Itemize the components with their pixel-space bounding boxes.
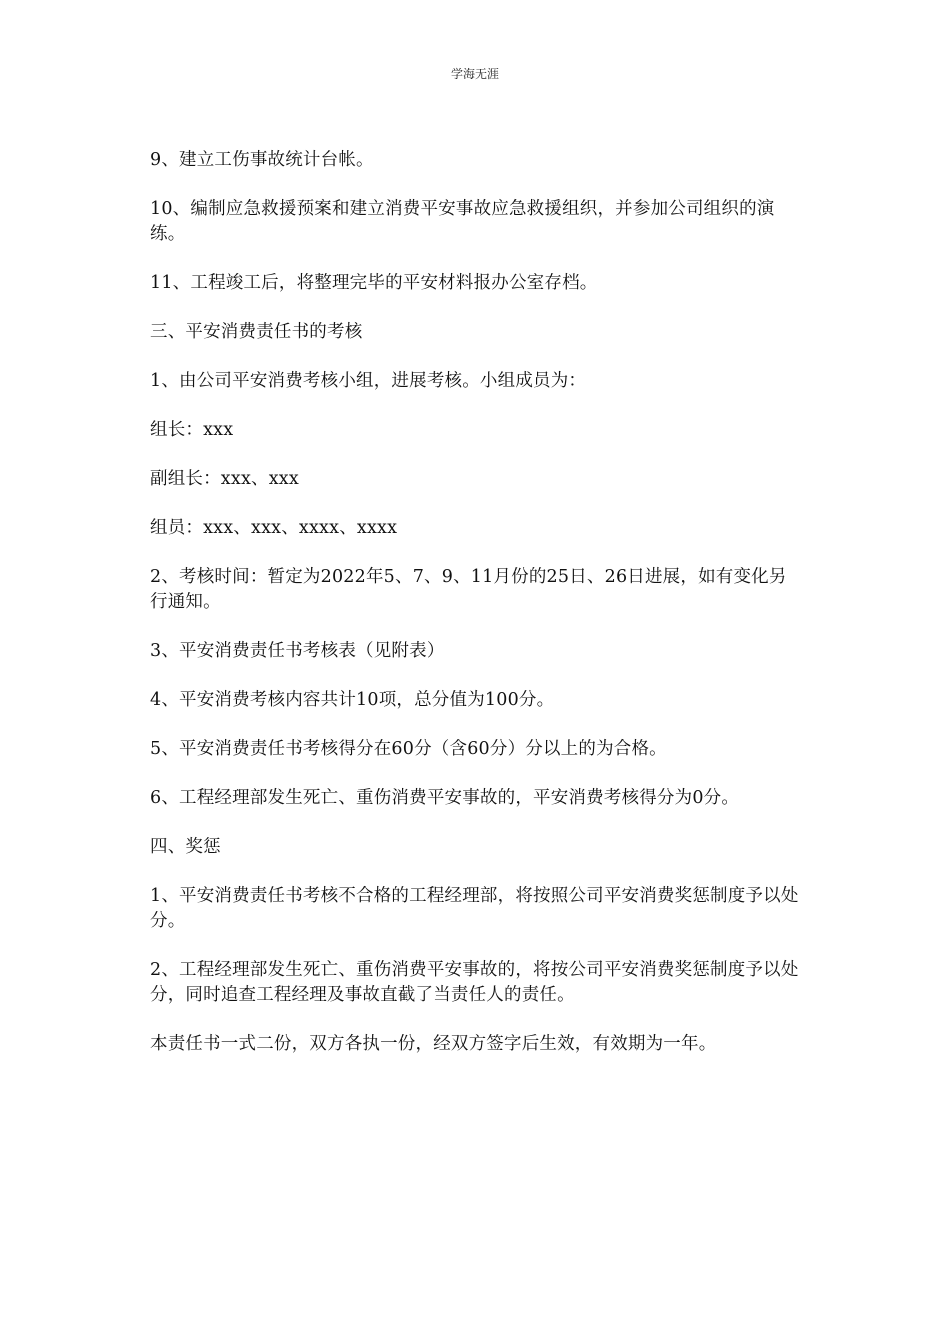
paragraph-item-11: 11、工程竣工后，将整理完毕的平安材料报办公室存档。 xyxy=(150,273,598,293)
paragraph-closing: 本责任书一式二份，双方各执一份，经双方签字后生效，有效期为一年。 xyxy=(150,1034,717,1054)
document-body xyxy=(150,148,800,1081)
paragraph-item-10: 10、编制应急救援预案和建立消费平安事故应急救援组织，并参加公司组织的演练。 xyxy=(150,199,775,244)
paragraph-pass-score: 5、平安消费责任书考核得分在60分（含60分）分以上的为合格。 xyxy=(150,739,667,759)
page-header: 学海无涯 xyxy=(450,67,499,81)
paragraph-assessment-items: 4、平安消费考核内容共计10项，总分值为100分。 xyxy=(150,690,555,710)
paragraph-reward-2: 2、工程经理部发生死亡、重伤消费平安事故的，将按公司平安消费奖惩制度予以处分，同时追查工程经理及事故直截了当责任人的责任。 xyxy=(150,960,799,1005)
paragraph-assessment-form: 3、平安消费责任书考核表（见附表） xyxy=(150,641,445,661)
paragraph-reward-1: 1、平安消费责任书考核不合格的工程经理部，将按照公司平安消费奖惩制度予以处分。 xyxy=(150,886,799,931)
paragraph-assessment-group: 1、由公司平安消费考核小组，进展考核。小组成员为： xyxy=(150,371,587,391)
section-heading-assessment: 三、平安消费责任书的考核 xyxy=(150,322,363,342)
paragraph-item-9: 9、建立工伤事故统计台帐。 xyxy=(150,150,374,170)
paragraph-group-leader: 组长：xxx xyxy=(150,420,234,440)
paragraph-zero-score: 6、工程经理部发生死亡、重伤消费平安事故的，平安消费考核得分为0分。 xyxy=(150,788,740,808)
paragraph-assessment-time: 2、考核时间：暂定为2022年5、7、9、11月份的25日、26日进展，如有变化另行通知。 xyxy=(150,567,787,612)
section-heading-rewards: 四、奖惩 xyxy=(150,837,221,857)
paragraph-group-members: 组员：xxx、xxx、xxxx、xxxx xyxy=(150,518,398,538)
paragraph-deputy-leader: 副组长：xxx、xxx xyxy=(150,469,299,489)
